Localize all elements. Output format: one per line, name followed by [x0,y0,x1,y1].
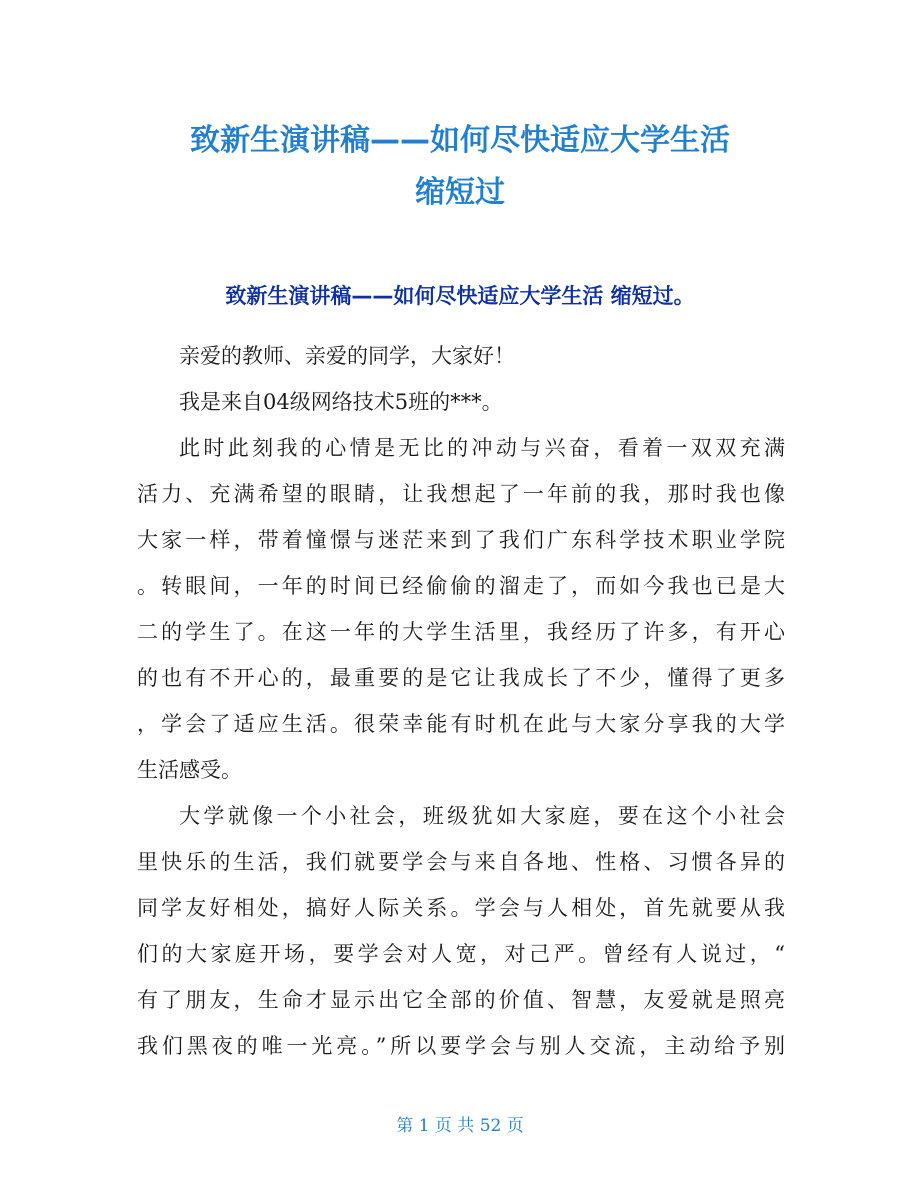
text-line: 活力、充满希望的眼睛，让我想起了一年前的我，那时我也像 [137,482,785,506]
text-line: 大家一样，带着憧憬与迷茫来到了我们广东科学技术职业学院 [137,528,785,552]
text-line: 我们黑夜的唯一光亮。”所以要学会与别人交流，主动给予别 [137,1034,785,1058]
text-line: 大学就像一个小社会，班级犹如大家庭，要在这个小社会 [179,804,785,828]
document-body [137,333,785,1069]
text-line: 。转眼间，一年的时间已经偷偷的溜走了，而如今我也已是大 [137,574,785,598]
document-title-line-2: 缩短过 [415,175,505,210]
text-line: 里快乐的生活，我们就要学会与来自各地、性格、习惯各异的 [137,850,785,874]
text-line: 此时此刻我的心情是无比的冲动与兴奋，看着一双双充满 [179,436,785,460]
text-line: 们的大家庭开场，要学会对人宽，对己严。曾经有人说过，“ [137,942,785,966]
text-line: 二的学生了。在这一年的大学生活里，我经历了许多，有开心 [137,620,785,644]
paragraph-introduction [137,379,785,425]
document-subtitle: 致新生演讲稿——如何尽快适应大学生活 缩短过。 [225,284,695,308]
text-line: 我是来自04级网络技术5班的***。 [179,390,503,414]
paragraph-university-society [137,793,785,1069]
text-line: 生活感受。 [137,758,242,782]
text-line: 亲爱的教师、亲爱的同学，大家好！ [179,344,515,368]
paragraph-greeting [137,333,785,379]
text-line: 同学友好相处，搞好人际关系。学会与人相处，首先就要从我 [137,896,785,920]
page-number-footer: 第 1 页 共 52 页 [396,1116,524,1136]
document-title-line-1: 致新生演讲稿——如何尽快适应大学生活 [190,123,730,158]
text-line: 的也有不开心的，最重要的是它让我成长了不少，懂得了更多 [137,666,785,690]
paragraph-feelings [137,425,785,793]
text-line: 有了朋友，生命才显示出它全部的价值、智慧，友爱就是照亮 [137,988,785,1012]
text-line: ，学会了适应生活。很荣幸能有时机在此与大家分享我的大学 [137,712,785,736]
